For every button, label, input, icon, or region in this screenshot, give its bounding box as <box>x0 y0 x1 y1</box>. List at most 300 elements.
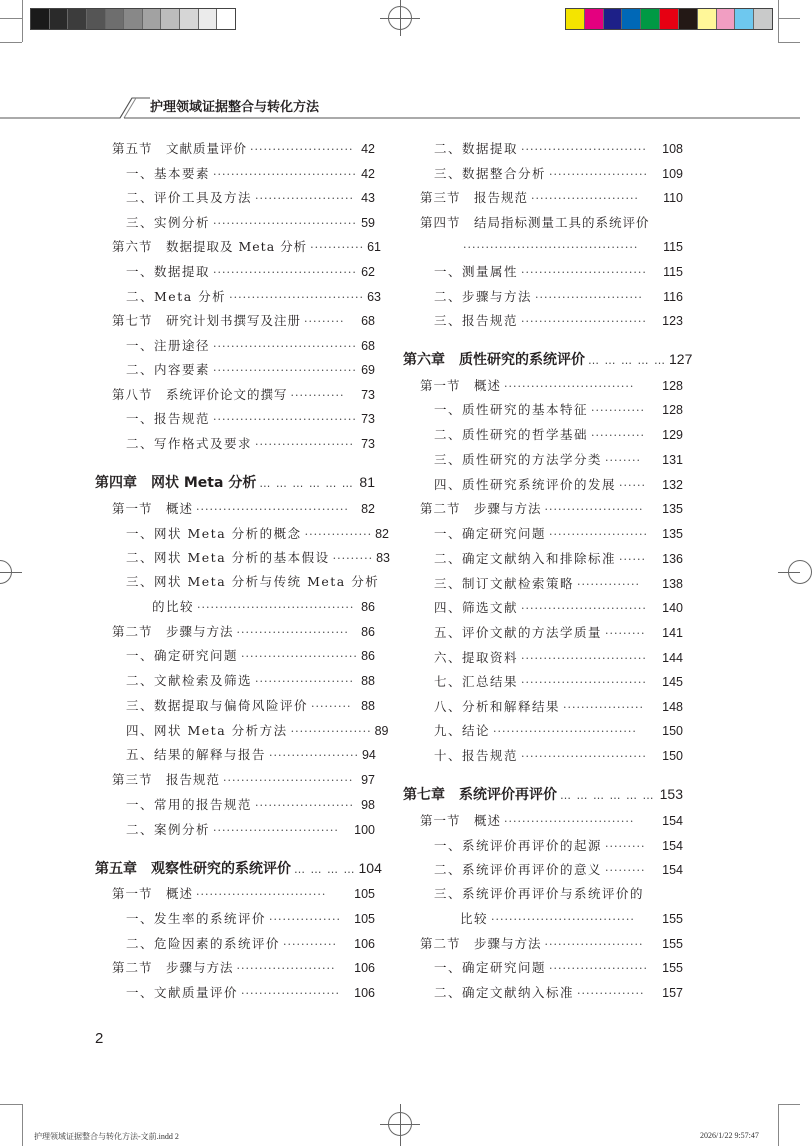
toc-section-entry <box>112 624 375 641</box>
color-swatch <box>717 9 736 29</box>
toc-subsection-entry <box>434 600 683 617</box>
toc-entry-title: 第二节 步骤与方法 <box>112 624 234 639</box>
toc-entry-title: 一、确定研究问题 <box>434 526 547 541</box>
color-swatch <box>660 9 679 29</box>
toc-entry-title: 三、系统评价再评价与系统评价的 <box>434 886 645 901</box>
toc-subsection-entry <box>126 289 381 306</box>
toc-section-entry <box>112 772 375 789</box>
toc-leader-dots: ············ <box>591 404 645 417</box>
toc-page-number: 157 <box>662 986 683 1000</box>
footer-timestamp: 2026/1/22 9:57:47 <box>700 1131 759 1140</box>
toc-entry-title: 六、提取资料 <box>434 650 519 665</box>
registration-line <box>400 1104 401 1146</box>
toc-entry-title: 九、结论 <box>434 723 491 738</box>
toc-leader-dots: ························· <box>236 626 349 639</box>
toc-subsection-entry <box>126 526 389 543</box>
toc-entry-title: 五、结果的解释与报告 <box>126 747 267 762</box>
toc-leader-dots: ································ <box>213 266 357 279</box>
toc-subsection-entry <box>126 264 375 281</box>
gray-swatch <box>180 9 199 29</box>
toc-page-number: 105 <box>354 912 375 926</box>
toc-leader-dots: ··············· <box>304 528 373 541</box>
gray-swatch <box>106 9 125 29</box>
color-swatch <box>679 9 698 29</box>
toc-page-number: 140 <box>662 601 683 615</box>
registration-line <box>400 0 401 36</box>
toc-leader-dots: ····························· <box>504 380 635 393</box>
toc-page-number: 141 <box>662 626 683 640</box>
toc-page-number: 110 <box>663 191 683 205</box>
toc-leader-dots: ································ <box>213 413 357 426</box>
toc-leader-dots: ············ <box>283 938 337 951</box>
toc-subsection-entry <box>434 141 683 158</box>
crop-mark <box>778 42 800 43</box>
toc-leader-dots: ···························· <box>521 676 647 689</box>
toc-subsection-entry <box>434 313 683 330</box>
toc-entry-title: 第八节 系统评价论文的撰写 <box>112 387 288 402</box>
toc-page-number: 68 <box>361 314 375 328</box>
toc-leader-dots: ···························· <box>521 266 647 279</box>
crop-mark <box>22 0 23 42</box>
toc-page-number: 88 <box>361 674 375 688</box>
toc-leader-dots: ··································· <box>197 601 355 614</box>
gray-swatch <box>87 9 106 29</box>
toc-leader-dots: ······················ <box>241 987 340 1000</box>
toc-leader-dots: ······················ <box>236 962 336 975</box>
color-swatch <box>585 9 604 29</box>
toc-subsection-entry <box>434 289 683 306</box>
toc-leader-dots: ······················ <box>255 438 354 451</box>
footer-file-info: 护理领域证据整合与转化方法-文前.indd 2 <box>34 1132 179 1141</box>
toc-subsection-entry <box>126 822 375 839</box>
toc-entry-title: 一、确定研究问题 <box>126 648 239 663</box>
toc-page-number: 73 <box>361 412 375 426</box>
toc-leader-dots: … … … … … … <box>259 477 354 490</box>
toc-subsection-entry <box>434 576 683 593</box>
toc-page-number: 73 <box>361 437 375 451</box>
toc-entry-title: 二、数据提取 <box>434 141 519 156</box>
toc-page-number: 63 <box>367 290 381 304</box>
toc-subsection-entry <box>126 574 380 590</box>
toc-subsection-entry <box>434 166 683 183</box>
toc-chapter-entry <box>403 786 683 804</box>
toc-page-number: 148 <box>662 700 683 714</box>
toc-page-number: 82 <box>361 502 375 516</box>
toc-leader-dots: ······························ <box>229 291 365 304</box>
toc-entry-title: 的比较 <box>152 599 195 614</box>
running-header-title: 护理领域证据整合与转化方法 <box>150 100 320 115</box>
toc-entry-title: 一、确定研究问题 <box>434 960 547 975</box>
color-swatch <box>754 9 772 29</box>
toc-entry-title: 第二节 步骤与方法 <box>420 936 542 951</box>
toc-page-number: 73 <box>361 388 375 402</box>
toc-subsection-entry <box>434 551 683 568</box>
toc-leader-dots: ··············· <box>577 987 645 1000</box>
grayscale-color-bar <box>30 8 236 30</box>
toc-leader-dots: ···························· <box>521 750 647 763</box>
toc-page-number: 128 <box>662 403 683 417</box>
toc-leader-dots: ········· <box>605 627 646 640</box>
toc-entry-title: 八、分析和解释结果 <box>434 699 561 714</box>
toc-leader-dots: ···························· <box>521 652 647 665</box>
toc-leader-dots: ········· <box>304 315 345 328</box>
toc-subsection-entry <box>126 698 375 715</box>
toc-entry-title: 十、报告规范 <box>434 748 519 763</box>
process-color-bar <box>565 8 773 30</box>
toc-subsection-entry <box>434 526 683 543</box>
toc-page-number: 105 <box>354 887 375 901</box>
toc-entry-title: 二、评价工具及方法 <box>126 190 253 205</box>
crop-mark <box>778 1104 779 1146</box>
toc-subsection-entry <box>434 985 683 1002</box>
toc-subsection-entry <box>126 673 375 690</box>
toc-subsection-entry <box>126 747 375 764</box>
toc-leader-dots: ····························· <box>196 888 327 901</box>
toc-page-number: 123 <box>662 314 683 328</box>
toc-leader-dots: ·················· <box>563 701 644 714</box>
toc-page-number: 81 <box>359 474 375 490</box>
gray-swatch <box>161 9 180 29</box>
toc-page-number: 155 <box>662 912 683 926</box>
toc-entry-title: 第二节 步骤与方法 <box>420 501 542 516</box>
toc-leader-dots: ········· <box>311 700 352 713</box>
toc-entry-title: 第五节 文献质量评价 <box>112 141 248 156</box>
toc-page-number: 86 <box>361 649 375 663</box>
toc-leader-dots: ···················· <box>269 749 359 762</box>
toc-subsection-entry <box>434 674 683 691</box>
toc-subsection-entry <box>126 723 389 740</box>
crop-mark <box>0 18 22 19</box>
toc-subsection-entry <box>152 599 375 616</box>
toc-section-entry <box>420 501 683 518</box>
registration-line <box>380 1124 420 1125</box>
toc-leader-dots: ················ <box>269 913 341 926</box>
toc-leader-dots: ························ <box>531 192 639 205</box>
toc-leader-dots: … … … … … <box>588 354 666 367</box>
toc-entry-title: 比较 <box>460 911 489 926</box>
toc-page-number: 108 <box>662 142 683 156</box>
toc-page-number: 138 <box>662 577 683 591</box>
toc-entry-title: 四、筛选文献 <box>434 600 519 615</box>
toc-subsection-entry <box>126 797 375 814</box>
gray-swatch <box>124 9 143 29</box>
toc-entry-title: 二、系统评价再评价的意义 <box>434 862 603 877</box>
toc-entry-title: 三、实例分析 <box>126 215 211 230</box>
toc-page-number: 68 <box>361 339 375 353</box>
toc-leader-dots: ································ <box>213 364 357 377</box>
toc-entry-title: 二、案例分析 <box>126 822 211 837</box>
toc-leader-dots: ········ <box>605 454 641 467</box>
toc-leader-dots: ······················ <box>549 528 648 541</box>
toc-page-number: 155 <box>662 961 683 975</box>
toc-page-number: 145 <box>662 675 683 689</box>
toc-page-number: 131 <box>662 453 683 467</box>
toc-leader-dots: ········· <box>332 552 374 565</box>
toc-page-number: 69 <box>361 363 375 377</box>
toc-entry-title: 五、评价文献的方法学质量 <box>434 625 603 640</box>
toc-leader-dots: ·························· <box>241 650 358 663</box>
toc-leader-dots: ···························· <box>521 315 647 328</box>
toc-subsection-entry <box>126 911 375 928</box>
toc-section-entry <box>112 960 375 977</box>
toc-page-number: 155 <box>662 937 683 951</box>
toc-page-number: 129 <box>662 428 683 442</box>
toc-page-number: 106 <box>354 937 375 951</box>
toc-leader-dots: ································ <box>493 725 637 738</box>
toc-page-number: 43 <box>361 191 375 205</box>
toc-entry-title: 一、质性研究的基本特征 <box>434 402 589 417</box>
toc-leader-dots: ································ <box>213 340 357 353</box>
toc-entry-title: 一、系统评价再评价的起源 <box>434 838 603 853</box>
toc-leader-dots: ·································· <box>196 503 349 516</box>
toc-leader-dots: ································ <box>491 913 635 926</box>
toc-leader-dots: ········· <box>605 840 646 853</box>
toc-page-number: 82 <box>375 527 389 541</box>
toc-leader-dots: ······ <box>619 479 646 492</box>
toc-subsection-entry <box>126 215 375 232</box>
toc-page-number: 144 <box>662 651 683 665</box>
toc-entry-title: 第一节 概述 <box>420 813 502 828</box>
gray-swatch <box>68 9 87 29</box>
toc-page-number: 88 <box>361 699 375 713</box>
toc-page-number: 150 <box>662 749 683 763</box>
toc-entry-title: 一、发生率的系统评价 <box>126 911 267 926</box>
toc-entry-title: 四、质性研究系统评价的发展 <box>434 477 617 492</box>
toc-entry-title: 第一节 概述 <box>112 501 194 516</box>
toc-page-number: 127 <box>669 351 693 367</box>
toc-page-number: 153 <box>659 786 683 802</box>
toc-subsection-entry <box>126 550 391 567</box>
toc-section-entry <box>420 190 683 207</box>
toc-leader-dots: ······································· <box>463 241 639 254</box>
toc-section-entry <box>420 378 683 395</box>
toc-entry-title: 第三节 报告规范 <box>112 772 221 787</box>
gray-swatch <box>199 9 218 29</box>
toc-leader-dots: ······················ <box>544 938 644 951</box>
toc-leader-dots: ····························· <box>504 815 635 828</box>
toc-subsection-entry <box>126 436 375 453</box>
crop-mark <box>22 1104 23 1146</box>
toc-page-number: 62 <box>361 265 375 279</box>
toc-leader-dots: … … … … <box>294 863 356 876</box>
toc-subsection-entry <box>126 936 375 953</box>
toc-subsection-entry <box>126 190 375 207</box>
toc-page-number: 86 <box>361 625 375 639</box>
crop-mark <box>0 1104 22 1105</box>
toc-section-entry <box>112 141 375 158</box>
toc-subsection-entry <box>126 411 375 428</box>
toc-subsection-entry <box>434 886 683 902</box>
toc-page-number: 94 <box>361 748 376 762</box>
toc-subsection-entry <box>126 338 375 355</box>
toc-subsection-entry <box>434 452 683 469</box>
toc-entry-title: 七、汇总结果 <box>434 674 519 689</box>
toc-entry-title: 一、注册途径 <box>126 338 211 353</box>
toc-entry-title: 二、写作格式及要求 <box>126 436 253 451</box>
toc-section-entry <box>112 501 375 518</box>
toc-entry-title: 三、数据整合分析 <box>434 166 547 181</box>
toc-page-number: 100 <box>354 823 375 837</box>
toc-entry-title: 三、网状 Meta 分析与传统 Meta 分析 <box>126 574 380 589</box>
crop-mark <box>778 18 800 19</box>
toc-leader-dots: ································ <box>213 217 357 230</box>
toc-leader-dots: ············ <box>290 389 345 402</box>
toc-entry-title: 二、危险因素的系统评价 <box>126 936 281 951</box>
toc-entry-title: 一、数据提取 <box>126 264 211 279</box>
toc-page-number: 97 <box>361 773 375 787</box>
gray-swatch <box>31 9 50 29</box>
toc-leader-dots: ······················ <box>549 962 648 975</box>
toc-page-number: 104 <box>358 860 382 876</box>
toc-leader-dots: ············ <box>310 241 365 254</box>
toc-subsection-entry <box>434 477 683 494</box>
color-swatch <box>604 9 623 29</box>
toc-page-number: 135 <box>662 527 683 541</box>
toc-entry-title: 二、步骤与方法 <box>434 289 533 304</box>
toc-page-number: 61 <box>367 240 381 254</box>
toc-leader-dots: ············ <box>591 429 645 442</box>
toc-entry-title: 第七章 系统评价再评价 <box>403 787 557 803</box>
registration-line <box>778 572 800 573</box>
toc-leader-dots: ······················ <box>255 799 354 812</box>
toc-page-number: 150 <box>662 724 683 738</box>
toc-section-entry <box>112 239 381 256</box>
toc-leader-dots: … … … … … … <box>560 789 655 802</box>
toc-subsection-entry <box>434 650 683 667</box>
toc-page-number: 154 <box>662 863 683 877</box>
toc-page-number: 115 <box>663 240 683 254</box>
toc-page-number: 115 <box>663 265 683 279</box>
toc-entry-title: 二、Meta 分析 <box>126 289 227 304</box>
toc-subsection-entry <box>434 402 683 419</box>
toc-entry-title: 第二节 步骤与方法 <box>112 960 234 975</box>
toc-subsection-entry <box>126 985 375 1002</box>
toc-entry-title: 三、质性研究的方法学分类 <box>434 452 603 467</box>
toc-entry-title: 第一节 概述 <box>420 378 502 393</box>
toc-page-number: 136 <box>662 552 683 566</box>
color-swatch <box>698 9 717 29</box>
toc-subsection-entry <box>434 264 683 281</box>
toc-leader-dots: ·············· <box>577 578 640 591</box>
toc-section-entry <box>420 215 683 231</box>
toc-subsection-entry <box>434 862 683 879</box>
toc-entry-title: 第三节 报告规范 <box>420 190 529 205</box>
toc-entry-title: 二、确定文献纳入和排除标准 <box>434 551 617 566</box>
toc-entry-title: 一、常用的报告规范 <box>126 797 253 812</box>
header-rule <box>0 90 800 124</box>
toc-entry-title: 一、文献质量评价 <box>126 985 239 1000</box>
toc-page-number: 106 <box>354 986 375 1000</box>
toc-chapter-entry <box>95 474 375 492</box>
color-swatch <box>735 9 754 29</box>
toc-leader-dots: ···························· <box>521 602 647 615</box>
toc-leader-dots: ····························· <box>223 774 354 787</box>
gray-swatch <box>50 9 69 29</box>
toc-entry-title: 四、网状 Meta 分析方法 <box>126 723 288 738</box>
toc-subsection-entry <box>434 723 683 740</box>
toc-subsection-entry <box>434 960 683 977</box>
toc-entry-title: 一、测量属性 <box>434 264 519 279</box>
toc-section-entry <box>420 813 683 830</box>
toc-chapter-entry <box>403 351 693 369</box>
toc-entry-title: 第七节 研究计划书撰写及注册 <box>112 313 302 328</box>
toc-page-number: 42 <box>361 142 375 156</box>
toc-page-number: 59 <box>361 216 375 230</box>
toc-page-number: 98 <box>361 798 375 812</box>
toc-leader-dots: ···························· <box>521 143 647 156</box>
toc-entry-title: 三、报告规范 <box>434 313 519 328</box>
toc-section-entry <box>420 936 683 953</box>
toc-chapter-entry <box>95 860 382 878</box>
color-swatch <box>641 9 660 29</box>
crop-mark <box>778 0 779 42</box>
toc-subsection-entry <box>434 838 683 855</box>
toc-entry-title: 一、网状 Meta 分析的概念 <box>126 526 302 541</box>
toc-entry-title: 第五章 观察性研究的系统评价 <box>95 861 291 877</box>
toc-entry-title: 第四章 网状 Meta 分析 <box>95 475 257 491</box>
color-swatch <box>622 9 641 29</box>
toc-subsection-entry <box>434 699 683 716</box>
toc-page-number: 135 <box>662 502 683 516</box>
toc-subsection-entry <box>434 748 683 765</box>
gray-swatch <box>217 9 235 29</box>
toc-page-number: 154 <box>662 814 683 828</box>
toc-entry-title: 三、数据提取与偏倚风险评价 <box>126 698 309 713</box>
toc-leader-dots: ························ <box>535 291 643 304</box>
toc-leader-dots: ································ <box>213 168 357 181</box>
toc-page-number: 86 <box>361 600 375 614</box>
toc-subsection-entry <box>460 911 683 928</box>
toc-entry-title: 二、质性研究的哲学基础 <box>434 427 589 442</box>
toc-page-number: 42 <box>361 167 375 181</box>
toc-subsection-entry <box>460 239 683 256</box>
toc-page-number: 106 <box>354 961 375 975</box>
toc-subsection-entry <box>126 166 375 183</box>
toc-leader-dots: ······················ <box>255 192 354 205</box>
toc-subsection-entry <box>434 427 683 444</box>
toc-entry-title: 第六章 质性研究的系统评价 <box>403 352 585 368</box>
toc-subsection-entry <box>126 362 375 379</box>
toc-leader-dots: ······················ <box>255 675 354 688</box>
toc-leader-dots: ······················· <box>250 143 354 156</box>
toc-entry-title: 第一节 概述 <box>112 886 194 901</box>
toc-leader-dots: ······················ <box>544 503 644 516</box>
toc-entry-title: 三、制订文献检索策略 <box>434 576 575 591</box>
toc-subsection-entry <box>126 648 375 665</box>
toc-page-number: 128 <box>662 379 683 393</box>
toc-entry-title: 二、文献检索及筛选 <box>126 673 253 688</box>
toc-entry-title: 二、确定文献纳入标准 <box>434 985 575 1000</box>
toc-section-entry <box>112 886 375 903</box>
crop-mark <box>778 1104 800 1105</box>
toc-section-entry <box>112 313 375 330</box>
registration-line <box>0 572 22 573</box>
toc-page-number: 154 <box>662 839 683 853</box>
toc-leader-dots: ······ <box>619 553 646 566</box>
toc-page-number: 109 <box>662 167 683 181</box>
toc-entry-title: 一、基本要素 <box>126 166 211 181</box>
color-swatch <box>566 9 585 29</box>
toc-entry-title: 二、内容要素 <box>126 362 211 377</box>
toc-page-number: 89 <box>374 724 389 738</box>
gray-swatch <box>143 9 162 29</box>
toc-entry-title: 二、网状 Meta 分析的基本假设 <box>126 550 330 565</box>
toc-page-number: 116 <box>663 290 683 304</box>
toc-leader-dots: ······················ <box>549 168 648 181</box>
toc-entry-title: 第四节 结局指标测量工具的系统评价 <box>420 215 650 230</box>
toc-leader-dots: ·················· <box>290 725 372 738</box>
toc-section-entry <box>112 387 375 404</box>
